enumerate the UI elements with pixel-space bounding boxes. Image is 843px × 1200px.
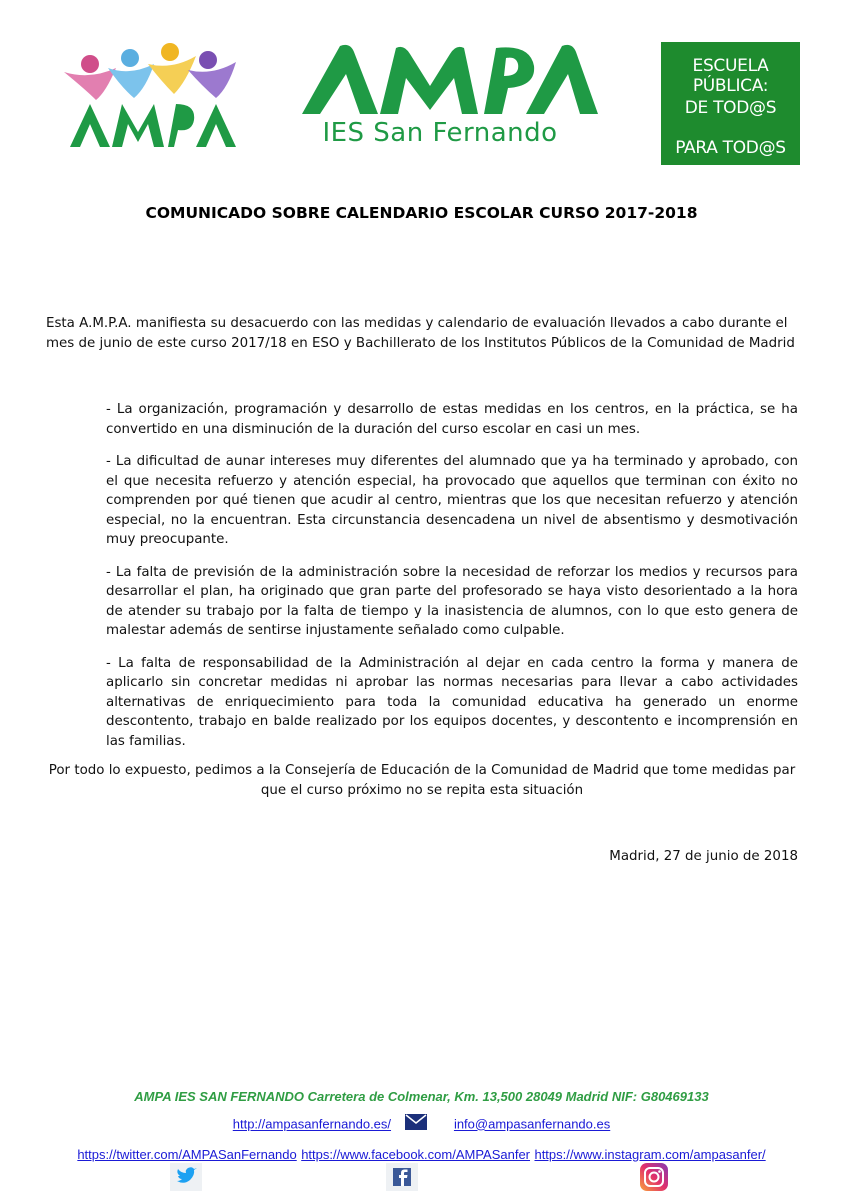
bullet-list (106, 400, 798, 764)
bullet-item: - La dificultad de aunar intereses muy diferentes del alumnado que ya ha terminado y aprobado, con el que necesita refuerzo y atención especial, ha provocado que aquellos que terminan con éxito no comprenden por qué tienen que acudir al centro, mientras que los que necesitan refuerzo y atención especial, no la encuentran. Esta circunstancia desencadena un nivel de absentismo y desmotivación muy preocupante. (106, 454, 798, 547)
escuela-publica-logo (661, 42, 800, 165)
bullet-item: - La falta de responsabilidad de la Administración al dejar en cada centro la forma y manera de aplicarlo sin concretar medidas ni aprobar las normas necesarias para llevar a cabo actividades alternativas de enriquecimiento para toda la comunidad educativa ha generado un enorme descontento, trabajo en balde realizado por los equipos docentes, y descontento e incomprensión en las familias. (106, 655, 798, 749)
instagram-link[interactable]: https://www.instagram.com/ampasanfer/ (534, 1147, 766, 1162)
logo-line-3: PARA TOD@S (675, 138, 786, 158)
document-title: COMUNICADO SOBRE CALENDARIO ESCOLAR CURSO 2017-2018 (145, 204, 698, 222)
website-link[interactable]: http://ampasanfernando.es/ (232, 1116, 392, 1132)
logo-line-2: DE TOD@S (684, 98, 777, 118)
intro-paragraph: Esta A.M.P.A. manifiesta su desacuerdo con las medidas y calendario de evaluación llevados a cabo durante el mes de junio de este curso 2017/18 en ESO y Bachillerato de los Institutos Públicos de la Comunidad de Madrid (46, 316, 795, 351)
mail-icon[interactable] (405, 1114, 427, 1135)
ampa-wordmark (280, 40, 600, 120)
logo-line-1: ESCUELA PÚBLICA: (692, 56, 769, 96)
twitter-link[interactable]: https://twitter.com/AMPASanFernando (77, 1147, 297, 1162)
email-link[interactable]: info@ampasanfernando.es (453, 1116, 611, 1132)
footer-address: AMPA IES SAN FERNANDO Carretera de Colmenar, Km. 13,500 28049 Madrid NIF: G80469133 (134, 1089, 709, 1104)
facebook-icon[interactable] (386, 1163, 418, 1191)
footer-social-links (0, 1146, 843, 1164)
bullet-item: - La falta de previsión de la administración sobre la necesidad de reforzar los medios y recursos para desarrollar el plan, ha originado que gran parte del profesorado se haya visto desorientado a la hora de atender su trabajo por la falta de tiempo y la inasistencia de alumnos, con lo que esto genera de malestar además de sentirse injustamente señalado como culpable. (106, 564, 798, 638)
footer-contact-row (0, 1114, 843, 1135)
instagram-icon[interactable] (639, 1162, 669, 1192)
document-date: Madrid, 27 de junio de 2018 (609, 849, 798, 864)
bullet-item: - La organización, programación y desarrollo de estas medidas en los centros, en la práctica, se ha convertido en una disminución de la duración del curso escolar en casi un mes. (106, 402, 798, 437)
logo-subtitle: IES San Fernando (322, 118, 558, 148)
twitter-icon[interactable] (170, 1163, 202, 1191)
ampa-ies-logo (280, 40, 600, 155)
facebook-link[interactable]: https://www.facebook.com/AMPASanfer (301, 1147, 531, 1162)
closing-paragraph: Por todo lo expuesto, pedimos a la Consejería de Educación de la Comunidad de Madrid que tome medidas par que el curso próximo no se repita esta situación (48, 763, 796, 798)
ampa-figures-logo (50, 42, 240, 162)
